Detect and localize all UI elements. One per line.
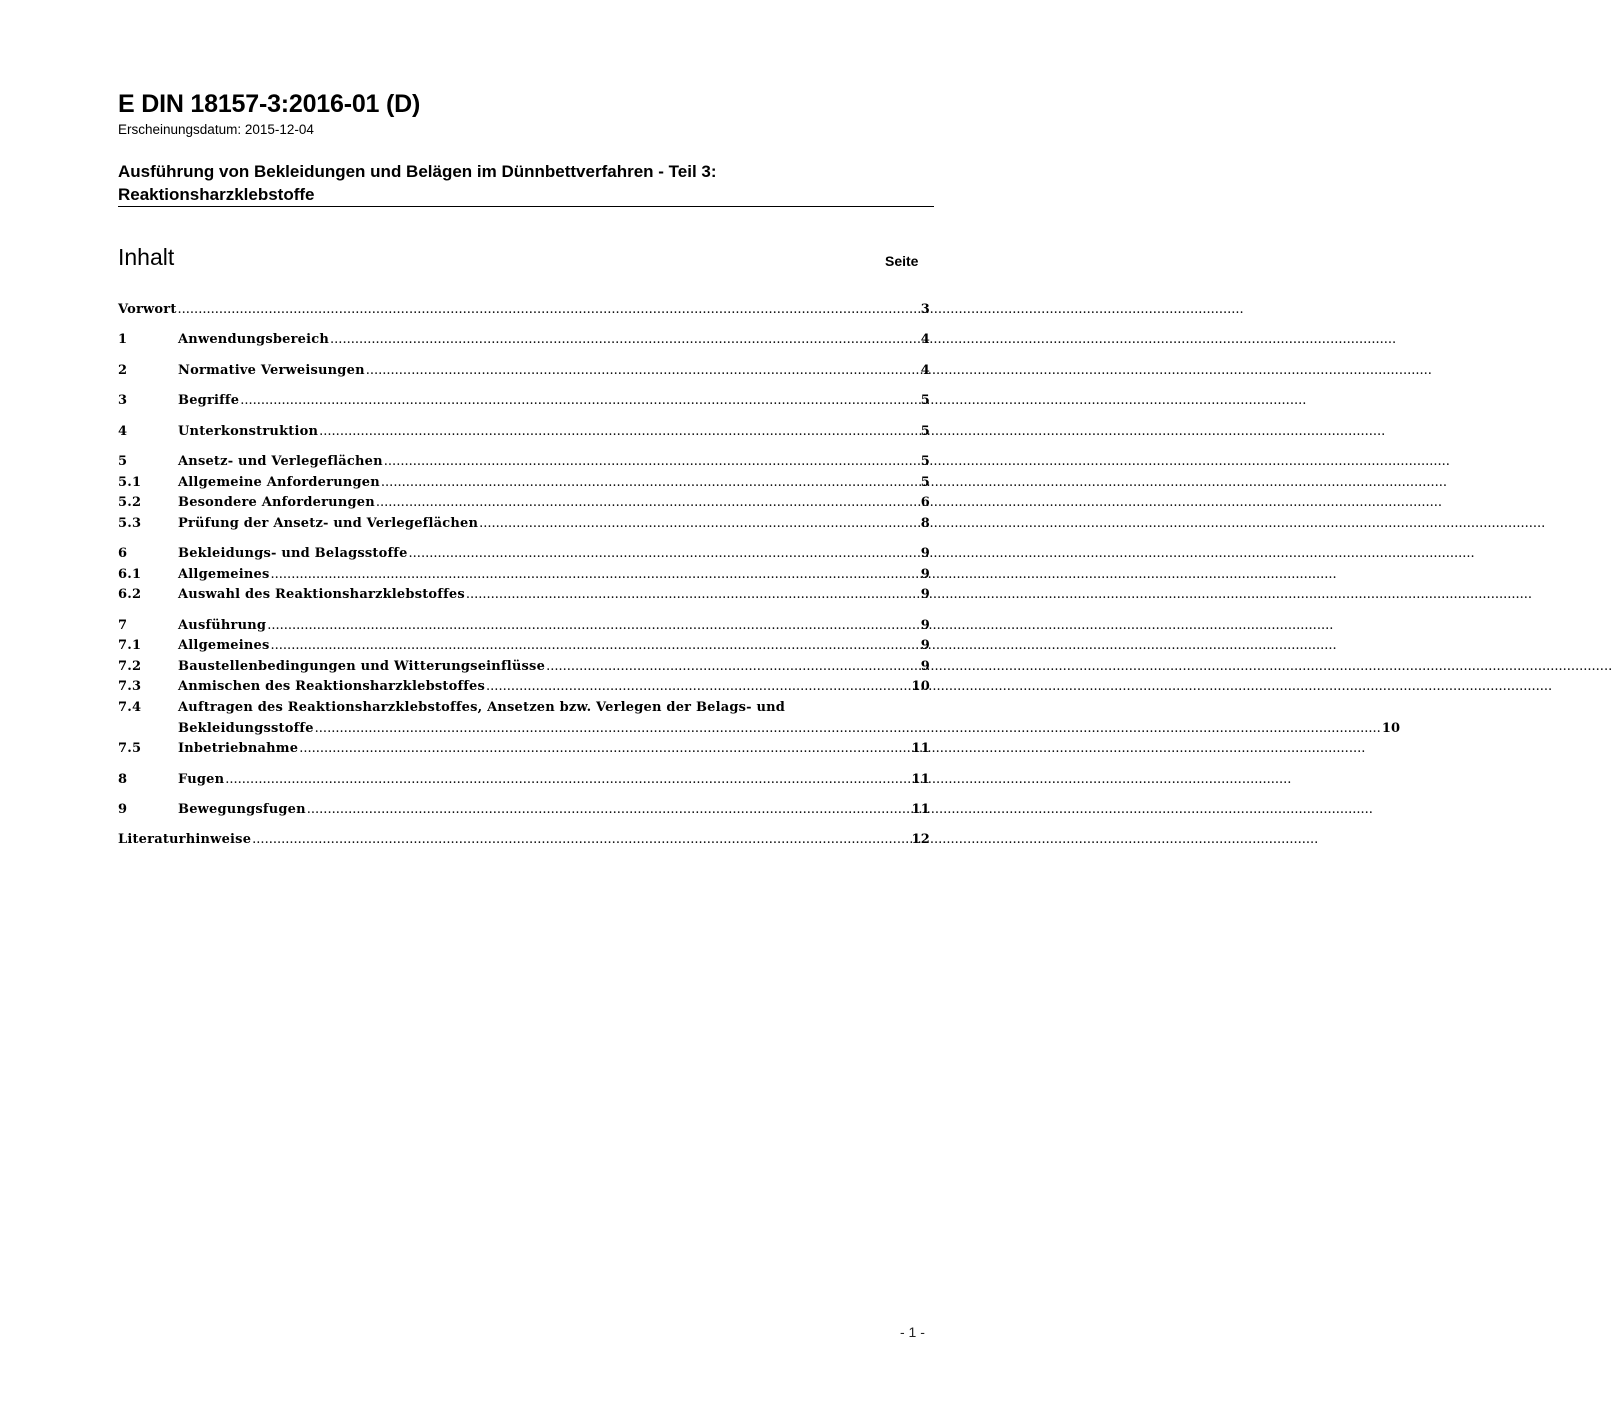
toc-entry-7-1[interactable] — [118, 636, 930, 657]
page-number: - 1 - — [900, 1324, 925, 1340]
toc-entry-7-5[interactable] — [118, 739, 930, 760]
toc-leader — [409, 544, 920, 565]
toc-leader — [299, 739, 910, 760]
toc-entry-page: 9 — [920, 566, 930, 582]
toc-entry-vorwort[interactable] — [118, 300, 930, 321]
toc-entry-text: Ausführung — [178, 617, 267, 633]
publication-date: Erscheinungsdatum: 2015-12-04 — [118, 122, 314, 137]
toc-entry-8[interactable] — [118, 770, 930, 791]
toc-entry-number: 7.5 — [118, 741, 142, 757]
toc-entry-page: 12 — [911, 832, 930, 848]
toc-entry-number: 6 — [118, 546, 128, 562]
toc-entry-page: 9 — [920, 546, 930, 562]
toc-entry-page: 5 — [920, 423, 930, 439]
toc-page-column-label: Seite — [885, 253, 919, 269]
toc-leader — [178, 300, 920, 321]
toc-entry-text-line2: Bekleidungsstoffe — [178, 720, 314, 736]
toc-entry-text: Unterkonstruktion — [178, 423, 319, 439]
toc-entry-text: Besondere Anforderungen — [178, 495, 375, 511]
toc-entry-text-line2-row — [178, 719, 1400, 740]
toc-entry-page: 3 — [920, 302, 930, 317]
toc-entry-number: 8 — [118, 771, 128, 787]
toc-entry-number: 5 — [118, 453, 128, 469]
toc-entry-number: 7 — [118, 617, 128, 633]
toc-entry-text: Auswahl des Reaktionsharzklebstoffes — [178, 587, 465, 603]
toc-leader — [381, 473, 920, 494]
toc-leader — [252, 830, 910, 851]
table-of-contents — [118, 300, 1401, 851]
toc-entry-6-2[interactable] — [118, 585, 930, 606]
toc-entry-number: 4 — [118, 423, 128, 439]
toc-entry-page: 9 — [920, 658, 930, 674]
toc-entry-number: 7.3 — [118, 679, 142, 695]
toc-entry-7-4-wrap — [178, 698, 1400, 739]
toc-entry-number: 6.2 — [118, 587, 142, 603]
toc-entry-7-3[interactable] — [118, 677, 930, 698]
toc-leader — [466, 585, 920, 606]
toc-entry-text: Auftragen des Reaktionsharzklebstoffes, Ansetzen bzw. Verlegen der Belags- und — [178, 700, 786, 716]
toc-leader — [330, 330, 920, 351]
toc-entry-number: 1 — [118, 332, 128, 348]
title-divider — [118, 206, 934, 207]
toc-entry-4[interactable] — [118, 422, 930, 443]
toc-leader — [315, 719, 1381, 740]
toc-leader — [271, 636, 920, 657]
toc-entry-page: 8 — [920, 515, 930, 531]
toc-entry-page: 9 — [920, 638, 930, 654]
toc-entry-text: Anwendungsbereich — [178, 332, 330, 348]
toc-entry-page: 9 — [920, 587, 930, 603]
toc-entry-text: Bekleidungs- und Belagsstoffe — [178, 546, 408, 562]
toc-entry-number: 5.3 — [118, 515, 142, 531]
toc-entry-page: 10 — [1381, 720, 1401, 736]
toc-entry-literaturhinweise[interactable] — [118, 830, 930, 851]
toc-entry-number: 3 — [118, 393, 128, 409]
toc-entry-page: 11 — [911, 741, 930, 757]
toc-leader — [479, 514, 920, 535]
toc-leader — [486, 677, 910, 698]
toc-entry-number: 5.1 — [118, 474, 142, 490]
toc-leader — [546, 657, 920, 678]
toc-entry-number: 7.4 — [118, 700, 142, 716]
toc-entry-page: 5 — [920, 393, 930, 409]
toc-entry-text: Prüfung der Ansetz- und Verlegeflächen — [178, 515, 479, 531]
toc-leader — [225, 770, 910, 791]
toc-entry-page: 11 — [911, 771, 930, 787]
toc-entry-number: 7.1 — [118, 638, 142, 654]
toc-entry-text: Fugen — [178, 771, 225, 787]
toc-leader — [376, 493, 920, 514]
toc-entry-text: Inbetriebnahme — [178, 741, 299, 757]
toc-entry-number: 5.2 — [118, 495, 142, 511]
document-id: E DIN 18157-3:2016-01 (D) — [118, 90, 421, 118]
toc-entry-3[interactable] — [118, 391, 930, 412]
toc-entry-page: 11 — [911, 802, 930, 818]
toc-entry-6-1[interactable] — [118, 565, 930, 586]
toc-entry-1[interactable] — [118, 330, 930, 351]
toc-leader — [384, 452, 920, 473]
toc-entry-6[interactable] — [118, 544, 930, 565]
toc-entry-5-3[interactable] — [118, 514, 930, 535]
toc-leader — [319, 422, 920, 443]
toc-entry-text: Normative Verweisungen — [178, 362, 365, 378]
document-title — [118, 160, 932, 206]
toc-entry-number: 2 — [118, 362, 128, 378]
toc-entry-page: 4 — [920, 332, 930, 348]
toc-leader — [366, 361, 920, 382]
toc-leader — [267, 616, 920, 637]
toc-entry-text: Bewegungsfugen — [178, 802, 306, 818]
toc-entry-5[interactable] — [118, 452, 930, 473]
toc-entry-text: Baustellenbedingungen und Witterungseinflüsse — [178, 658, 546, 674]
document-title-line2: Reaktionsharzklebstoffe — [118, 185, 315, 204]
toc-entry-page: 5 — [920, 474, 930, 490]
toc-entry-text: Allgemeines — [178, 638, 270, 654]
toc-entry-text: Begriffe — [178, 393, 240, 409]
toc-entry-page: 4 — [920, 362, 930, 378]
toc-entry-number: 9 — [118, 802, 128, 818]
toc-entry-number: 7.2 — [118, 658, 142, 674]
toc-entry-7[interactable] — [118, 616, 930, 637]
toc-leader — [240, 391, 920, 412]
toc-entry-5-1[interactable] — [118, 473, 930, 494]
toc-entry-text: Allgemeine Anforderungen — [178, 474, 380, 490]
toc-entry-text: Literaturhinweise — [118, 832, 252, 848]
toc-entry-9[interactable] — [118, 800, 930, 821]
toc-entry-text: Allgemeines — [178, 566, 270, 582]
toc-leader — [307, 800, 911, 821]
toc-entry-7-4[interactable] — [118, 698, 1401, 739]
toc-heading: Inhalt — [118, 244, 175, 270]
toc-entry-text: Ansetz- und Verlegeflächen — [178, 453, 383, 469]
toc-entry-page: 10 — [911, 679, 930, 695]
toc-entry-page: 5 — [920, 453, 930, 469]
toc-entry-2[interactable] — [118, 361, 930, 382]
toc-entry-5-2[interactable] — [118, 493, 930, 514]
document-title-line1: Ausführung von Bekleidungen und Belägen im Dünnbettverfahren - Teil 3: — [118, 162, 717, 181]
toc-leader — [271, 565, 920, 586]
toc-entry-page: 9 — [920, 617, 930, 633]
toc-entry-number: 6.1 — [118, 566, 142, 582]
toc-entry-text: Vorwort — [118, 302, 177, 317]
toc-entry-text: Anmischen des Reaktionsharzklebstoffes — [178, 679, 486, 695]
toc-entry-7-2[interactable] — [118, 657, 930, 678]
toc-entry-page: 6 — [920, 495, 930, 511]
